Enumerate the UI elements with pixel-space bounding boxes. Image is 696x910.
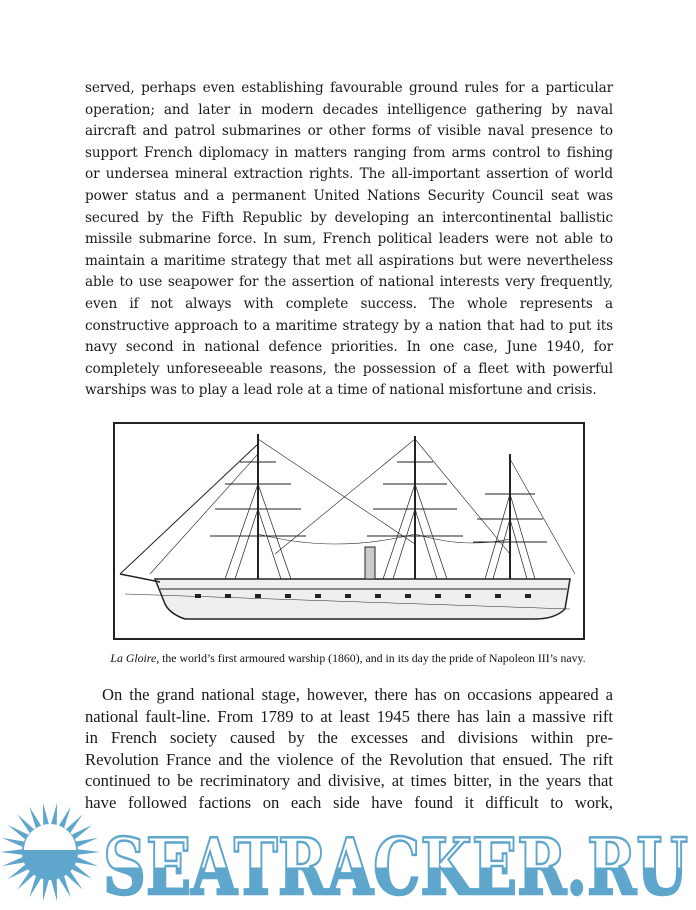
text-line: constructive approach to a maritime strategy by a nation that had to put its — [85, 317, 613, 334]
caption-text: , the world’s first armoured warship (1860), and in its day the pride of Napoleon III’s navy. — [156, 651, 586, 665]
figure-caption — [0, 651, 696, 666]
sun-ray — [29, 807, 41, 828]
ship-illustration — [113, 422, 585, 640]
caption-ship-name: La Gloire — [110, 651, 157, 665]
sun-ray — [43, 803, 49, 825]
sun-ray — [2, 857, 24, 866]
sun-ray — [43, 879, 49, 901]
sun-ray — [76, 838, 98, 847]
sun-logo-icon — [0, 803, 100, 902]
sun-ray — [8, 865, 28, 879]
sun-ray — [17, 871, 34, 890]
sun-ray — [72, 865, 92, 879]
text-line: maintain a maritime strategy that met all aspirations but were nevertheless — [85, 252, 613, 269]
sun-ray — [51, 879, 57, 901]
sun-ray — [59, 807, 71, 828]
paragraph-2 — [85, 684, 613, 814]
sun-ray — [78, 849, 100, 855]
sun-ray — [29, 876, 41, 897]
text-line: able to use seapower for the assertion of national interests very frequently, — [85, 274, 613, 291]
text-line: or undersea mineral extraction rights. The all-important assertion of world — [85, 166, 613, 183]
text-line: have followed factions on each side have found it difficult to work, — [85, 792, 613, 812]
text-line: Revolution France and the violence of the Revolution that ensued. The rift — [85, 749, 613, 769]
text-line: On the grand national stage, however, there has on occasions appeared a — [102, 685, 613, 704]
text-line: completely unforeseeable reasons, the possession of a fleet with powerful — [85, 360, 613, 377]
sun-ray — [72, 825, 92, 839]
text-line: warships was to play a lead role at a time of national misfortune and crisis. — [85, 382, 597, 399]
text-line: in French society caused by the excesses and divisions within pre- — [85, 728, 613, 748]
sun-ray — [66, 871, 83, 890]
watermark-graphic — [0, 800, 696, 905]
sun-ray — [2, 838, 24, 847]
text-line: aircraft and patrol submarines or other forms of visible naval presence to — [85, 123, 613, 140]
text-line: missile submarine force. In sum, French political leaders were not able to — [85, 231, 613, 248]
paragraph-1 — [85, 78, 613, 402]
sun-ray — [59, 876, 71, 897]
text-line: power status and a permanent United Nations Security Council seat was — [85, 187, 613, 204]
text-line: even if not always with complete success. The whole represents a — [85, 295, 613, 312]
sun-ray — [8, 825, 28, 839]
sun-ray — [66, 814, 83, 833]
text-line: national fault-line. From 1789 to at least 1945 there has lain a massive rift — [85, 706, 613, 726]
watermark — [0, 800, 696, 905]
text-line: served, perhaps even establishing favourable ground rules for a particular — [85, 80, 613, 96]
sun-ray — [51, 803, 57, 825]
text-line: support French diplomacy in matters ranging from arms control to fishing — [85, 144, 613, 161]
sun-ray — [76, 857, 98, 866]
text-line: navy second in national defence priorities. In one case, June 1940, for — [85, 339, 613, 356]
sun-ray — [17, 814, 34, 833]
sun-ray — [0, 849, 22, 855]
text-line: secured by the Fifth Republic by developing an intercontinental ballistic — [85, 209, 613, 226]
text-line: continued to be recriminatory and divisive, at times bitter, in the years that — [85, 771, 613, 791]
watermark-text: SEATRACKER.RU — [103, 822, 688, 905]
la-gloire-drawing — [115, 424, 583, 638]
text-line: operation; and later in modern decades intelligence gathering by naval — [85, 101, 613, 118]
